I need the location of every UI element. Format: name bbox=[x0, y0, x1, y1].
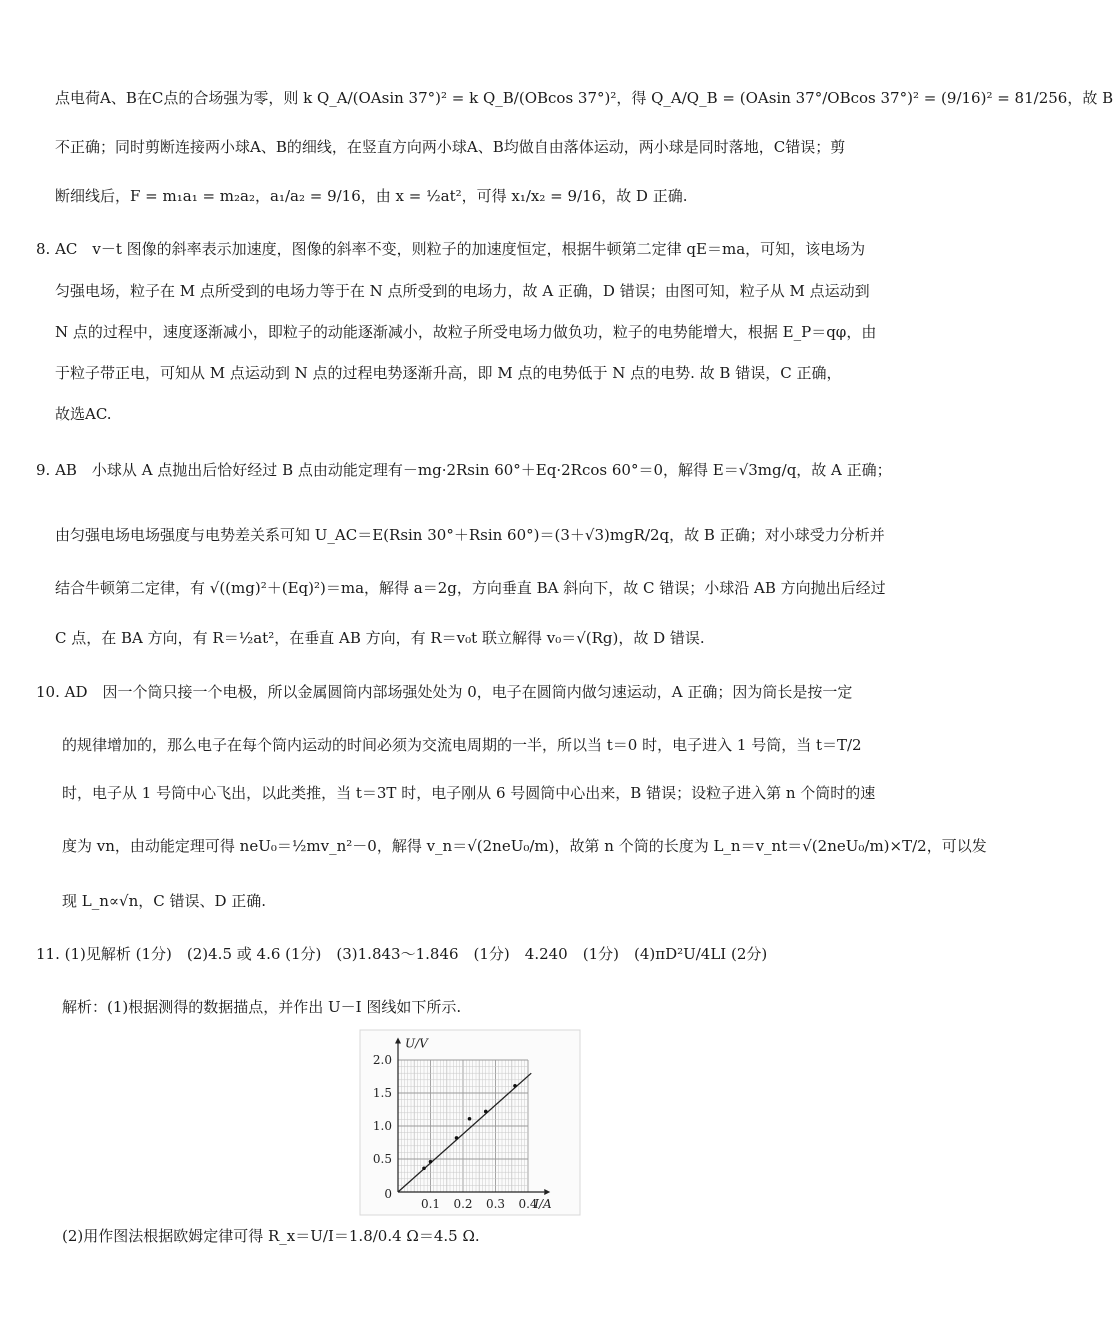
data-point bbox=[429, 1160, 433, 1164]
data-point bbox=[468, 1117, 472, 1121]
text-line: N 点的过程中，速度逐渐减小，即粒子的动能逐渐减小，故粒子所受电场力做负功，粒子的电势能增大，根据 E_P＝qφ，由 bbox=[55, 323, 877, 341]
question-11-answer: 11. (1)见解析 (1分) (2)4.5 或 4.6 (1分) (3)1.843～1.846 (1分) 4.240 (1分) (4)πD²U/4LI (2分) bbox=[36, 945, 768, 963]
y-tick-label: 1.0 bbox=[372, 1119, 392, 1133]
u-i-chart-svg bbox=[360, 1030, 580, 1215]
question-9-answer: 9. AB 小球从 A 点抛出后恰好经过 B 点由动能定理有－mg·2Rsin 60°＋Eq·2Rcos 60°＝0，解得 E＝√3mg/q，故 A 正确； bbox=[36, 461, 892, 479]
text-line: 故选AC. bbox=[55, 405, 112, 423]
question-10-answer: 10. AD 因一个筒只接一个电极，所以金属圆筒内部场强处处为 0，电子在圆筒内做匀速运动，A 正确；因为筒长是按一定 bbox=[36, 683, 853, 701]
text-line: (2)用作图法根据欧姆定律可得 R_x＝U/I＝1.8/0.4 Ω＝4.5 Ω. bbox=[62, 1227, 480, 1245]
text-line: 时，电子从 1 号筒中心飞出，以此类推，当 t＝3T 时，电子刚从 6 号圆筒中心出来，B 错误；设粒子进入第 n 个筒时的速 bbox=[62, 784, 876, 802]
data-point bbox=[513, 1084, 517, 1088]
x-tick-label: 0.3 bbox=[485, 1197, 506, 1211]
x-axis-label: I/A bbox=[534, 1197, 552, 1211]
u-i-chart bbox=[360, 1030, 580, 1215]
data-point bbox=[422, 1166, 426, 1170]
y-tick-label: 0.5 bbox=[372, 1152, 392, 1166]
y-tick-label: 2.0 bbox=[372, 1053, 392, 1067]
text-line: 度为 vn，由动能定理可得 neU₀＝½mv_n²－0，解得 v_n＝√(2neU₀/m)，故第 n 个筒的长度为 L_n＝v_nt＝√(2neU₀/m)×T/2，可以发 bbox=[62, 837, 987, 855]
text-line: 不正确；同时剪断连接两小球A、B的细线，在竖直方向两小球A、B均做自由落体运动，两小球是同时落地，C错误；剪 bbox=[55, 138, 846, 156]
text-line: 匀强电场，粒子在 M 点所受到的电场力等于在 N 点所受到的电场力，故 A 正确，D 错误；由图可知，粒子从 M 点运动到 bbox=[55, 282, 870, 300]
text-line: 断细线后，F = m₁a₁ = m₂a₂，a₁/a₂ = 9/16，由 x = ½at²，可得 x₁/x₂ = 9/16，故 D 正确. bbox=[55, 187, 688, 205]
x-tick-label: 0.1 bbox=[420, 1197, 441, 1211]
x-tick-label: 0.2 bbox=[453, 1197, 473, 1211]
origin-label: 0 bbox=[384, 1187, 392, 1201]
text-line: 于粒子带正电，可知从 M 点运动到 N 点的过程电势逐渐升高，即 M 点的电势低于 N 点的电势. 故 B 错误，C 正确， bbox=[55, 364, 842, 382]
text-line: C 点，在 BA 方向，有 R＝½at²，在垂直 AB 方向，有 R＝v₀t 联立解得 v₀＝√(Rg)，故 D 错误. bbox=[55, 629, 705, 647]
y-tick-label: 1.5 bbox=[372, 1086, 392, 1100]
chart-frame bbox=[360, 1030, 580, 1215]
text-line: 解析：(1)根据测得的数据描点，并作出 U－I 图线如下所示. bbox=[62, 998, 462, 1016]
data-point bbox=[484, 1110, 488, 1114]
text-line: 由匀强电场电场强度与电势差关系可知 U_AC＝E(Rsin 30°＋Rsin 60°)＝(3＋√3)mgR/2q，故 B 正确；对小球受力分析并 bbox=[55, 526, 885, 544]
y-axis-label: U/V bbox=[405, 1036, 428, 1051]
text-line: 点电荷A、B在C点的合场强为零，则 k Q_A/(OAsin 37°)² = k Q_B/(OBcos 37°)²，得 Q_A/Q_B = (OAsin 37°/OBcos 37°)² = (9/16)² = 81/256，故 B bbox=[55, 89, 1113, 107]
x-tick-label: 0.4 bbox=[518, 1197, 538, 1211]
question-8-answer: 8. AC v－t 图像的斜率表示加速度，图像的斜率不变，则粒子的加速度恒定，根据牛顿第二定律 qE＝ma，可知，该电场为 bbox=[36, 240, 866, 258]
text-line: 现 L_n∝√n，C 错误、D 正确. bbox=[62, 892, 267, 910]
text-line: 的规律增加的，那么电子在每个筒内运动的时间必须为交流电周期的一半，所以当 t＝0 时，电子进入 1 号筒，当 t＝T/2 bbox=[62, 736, 862, 754]
data-point bbox=[455, 1136, 459, 1140]
text-line: 结合牛顿第二定律，有 √((mg)²＋(Eq)²)＝ma，解得 a＝2g，方向垂直 BA 斜向下，故 C 错误；小球沿 AB 方向抛出后经过 bbox=[55, 579, 886, 597]
chart-grid bbox=[398, 1060, 528, 1192]
